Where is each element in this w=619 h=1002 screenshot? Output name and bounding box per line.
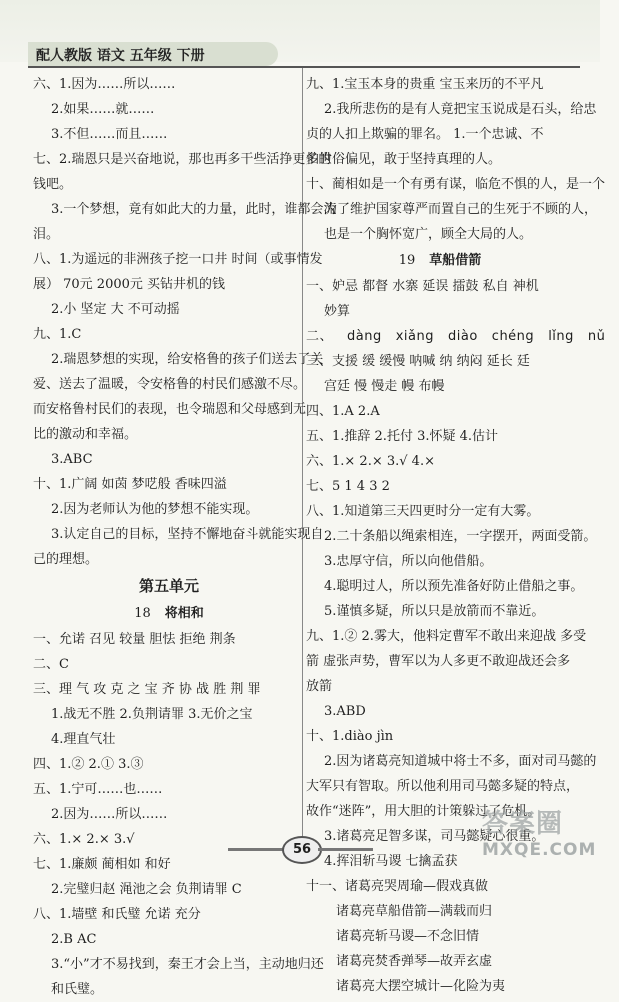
answer-line: 八、1.为遥远的非洲孩子挖一口井 时间（或事情发	[33, 252, 323, 267]
answer-line: 怕世俗偏见，敢于坚持真理的人。	[306, 152, 502, 167]
answer-line: 4.理直气壮	[51, 732, 116, 747]
answer-line: 六、1.因为……所以……	[33, 77, 176, 92]
answer-line: 二、C	[33, 657, 69, 672]
answer-line: 3.“小”才不易找到，秦王才会上当，主动地归还	[51, 957, 324, 972]
lesson-title	[33, 600, 305, 627]
answer-line: 3.ABD	[324, 704, 366, 719]
lesson-name: 将相和	[164, 606, 204, 621]
answer-line: 3.不但……而且……	[51, 127, 168, 142]
answer-line: 3.认定自己的目标，坚持不懈地奋斗就能实现自	[51, 527, 324, 542]
answer-line: 贞的人扣上欺骗的罪名。 1.一个忠诚、不	[306, 127, 544, 142]
answer-line: 诸葛亮大摆空城计—化险为夷	[336, 979, 506, 994]
answer-line: 箭 虚张声势，曹军以为人多更不敢迎战还会多	[306, 654, 571, 669]
answer-line: 1.战无不胜 2.负荆请罪 3.无价之宝	[51, 707, 253, 722]
answer-line: 六、1.× 2.× 3.√ 4.×	[306, 454, 435, 469]
answer-line: 而安格鲁村民们的表现，也令瑞恩和父母感到无	[33, 402, 307, 417]
answer-line: 2.完璧归赵 渑池之会 负荆请罪 C	[51, 882, 242, 897]
answer-line: 比的激动和幸福。	[33, 427, 138, 442]
answer-line: 放箭	[306, 679, 333, 694]
pinyin-line	[306, 324, 606, 349]
answer-line: 八、1.墙壁 和氏璧 允诺 充分	[33, 907, 201, 922]
answer-line: 展） 70元 2000元 买钻井机的钱	[33, 277, 226, 292]
answer-line: 九、1.宝玉本身的贵重 宝玉来历的不平凡	[306, 77, 544, 92]
answer-line: 七、2.瑞恩只是兴奋地说，那也再多干些活挣更多的	[33, 152, 332, 167]
lesson-title	[306, 247, 574, 274]
answer-line: 大军只有智取。所以他利用司马懿多疑的特点，	[306, 779, 580, 794]
pinyin-item: nǔ	[587, 329, 606, 344]
page-header	[0, 0, 600, 62]
answer-line: 一、妒忌 都督 水寨 延误 擂鼓 私自 神机	[306, 279, 539, 294]
answer-line: 十一、诸葛亮哭周瑜—假戏真做	[306, 879, 489, 894]
answer-line: 诸葛亮焚香弹琴—故弄玄虚	[336, 954, 493, 969]
answer-line: 三、理 气 攻 克 之 宝 齐 协 战 胜 荆 罪	[33, 682, 261, 697]
answer-line: 2.二十条船以绳索相连，一字摆开，两面受箭。	[324, 529, 597, 544]
answer-line: 四、1.② 2.① 3.③	[33, 757, 144, 772]
answer-line: 九、1.C	[33, 327, 82, 342]
answer-line: 故作“迷阵”，用大胆的计策躲过了危机。	[306, 804, 541, 819]
watermark-cn: 答案圈	[482, 809, 564, 839]
answer-line: 妙算	[324, 304, 351, 319]
answer-line: 3.ABC	[51, 452, 93, 467]
answer-line: 己的理想。	[33, 552, 99, 567]
answer-line: 三、支援 缓 缓慢 呐喊 纳 纳闷 延长 廷	[306, 354, 530, 369]
answer-line: 四、1.A 2.A	[306, 404, 380, 419]
answer-line: 诸葛亮草船借箭—满载而归	[336, 904, 493, 919]
answer-line: 七、5 1 4 3 2	[306, 479, 390, 494]
answer-line: 五、1.推辞 2.托付 3.怀疑 4.估计	[306, 429, 499, 444]
answer-line: 泪。	[33, 227, 60, 242]
answer-line: 2.小 坚定 大 不可动摇	[51, 302, 180, 317]
unit-title: 第五单元	[138, 577, 199, 595]
answer-line: 十、1.diào jìn	[306, 729, 394, 744]
answer-line: 2.我所悲伤的是有人竟把宝玉说成是石头，给忠	[324, 102, 597, 117]
page-number: 56	[282, 836, 322, 864]
answer-line: 十、蔺相如是一个有勇有谋，临危不惧的人，是一个	[306, 177, 606, 192]
answer-line: 2.因为诸葛亮知道城中将士不多，面对司马懿的	[324, 754, 597, 769]
pinyin-prefix: 二、	[306, 329, 334, 344]
pinyin-item: lǐng	[548, 329, 574, 344]
answer-line: 诸葛亮斩马谡—不念旧情	[336, 929, 480, 944]
answer-line: 2.如果……就……	[51, 102, 155, 117]
answer-line: 3.诸葛亮足智多谋，司马懿疑心很重。	[324, 829, 545, 844]
footer-ornament-left	[228, 848, 283, 851]
answer-line: 六、1.× 2.× 3.√	[33, 832, 135, 847]
answer-line: 2.因为……所以……	[51, 807, 168, 822]
answer-line: 五、1.宁可……也……	[33, 782, 163, 797]
lesson-number: 19	[398, 253, 416, 268]
answer-line: 一、允诺 召见 较量 胆怯 拒绝 荆条	[33, 632, 236, 647]
pinyin-item: diào	[448, 329, 478, 344]
watermark	[482, 808, 597, 874]
lesson-name: 草船借箭	[429, 253, 482, 268]
answer-line: 为了维护国家尊严而置自己的生死于不顾的人，	[324, 202, 598, 217]
answer-line: 2.B AC	[51, 932, 97, 947]
pinyin-item: dàng	[347, 329, 382, 344]
answer-line: 八、1.知道第三天四更时分一定有大雾。	[306, 504, 540, 519]
book-title: 配人教版 语文 五年级 下册	[36, 48, 205, 64]
answer-line: 也是一个胸怀宽广，顾全大局的人。	[324, 227, 533, 242]
answer-line: 爱、送去了温暖，令安格鲁的村民们感激不尽。	[33, 377, 307, 392]
watermark-en: MXQE.COM	[482, 840, 597, 860]
footer-ornament-right	[318, 848, 373, 851]
pinyin-item: chéng	[491, 329, 535, 344]
answer-line: 2.瑞恩梦想的实现，给安格鲁的孩子们送去了关	[51, 352, 324, 367]
answer-line: 2.因为老师认为他的梦想不能实现。	[51, 502, 259, 517]
answer-line: 七、1.廉颇 蔺相如 和好	[33, 857, 171, 872]
lesson-number: 18	[134, 606, 151, 621]
answer-line: 4.挥泪斩马谡 七擒孟获	[324, 854, 458, 869]
answer-line: 3.忠厚守信，所以向他借船。	[324, 554, 493, 569]
answer-line: 3.一个梦想，竟有如此大的力量，此时，谁都会流	[51, 202, 337, 217]
answer-line: 宫廷 慢 慢走 幔 布幔	[324, 379, 445, 394]
answer-line: 和氏璧。	[51, 982, 104, 997]
pinyin-item: xiǎng	[395, 329, 434, 344]
header-rule	[28, 66, 580, 68]
answer-line: 十、1.广阔 如茵 梦呓般 香味四溢	[33, 477, 227, 492]
answer-line: 5.谨慎多疑，所以只是放箭而不靠近。	[324, 604, 545, 619]
answer-line: 4.聪明过人，所以预先准备好防止借船之事。	[324, 579, 584, 594]
answer-line: 九、1.② 2.雾大，他料定曹军不敢出来迎战 多受	[306, 629, 587, 644]
answer-line: 钱吧。	[33, 177, 73, 192]
